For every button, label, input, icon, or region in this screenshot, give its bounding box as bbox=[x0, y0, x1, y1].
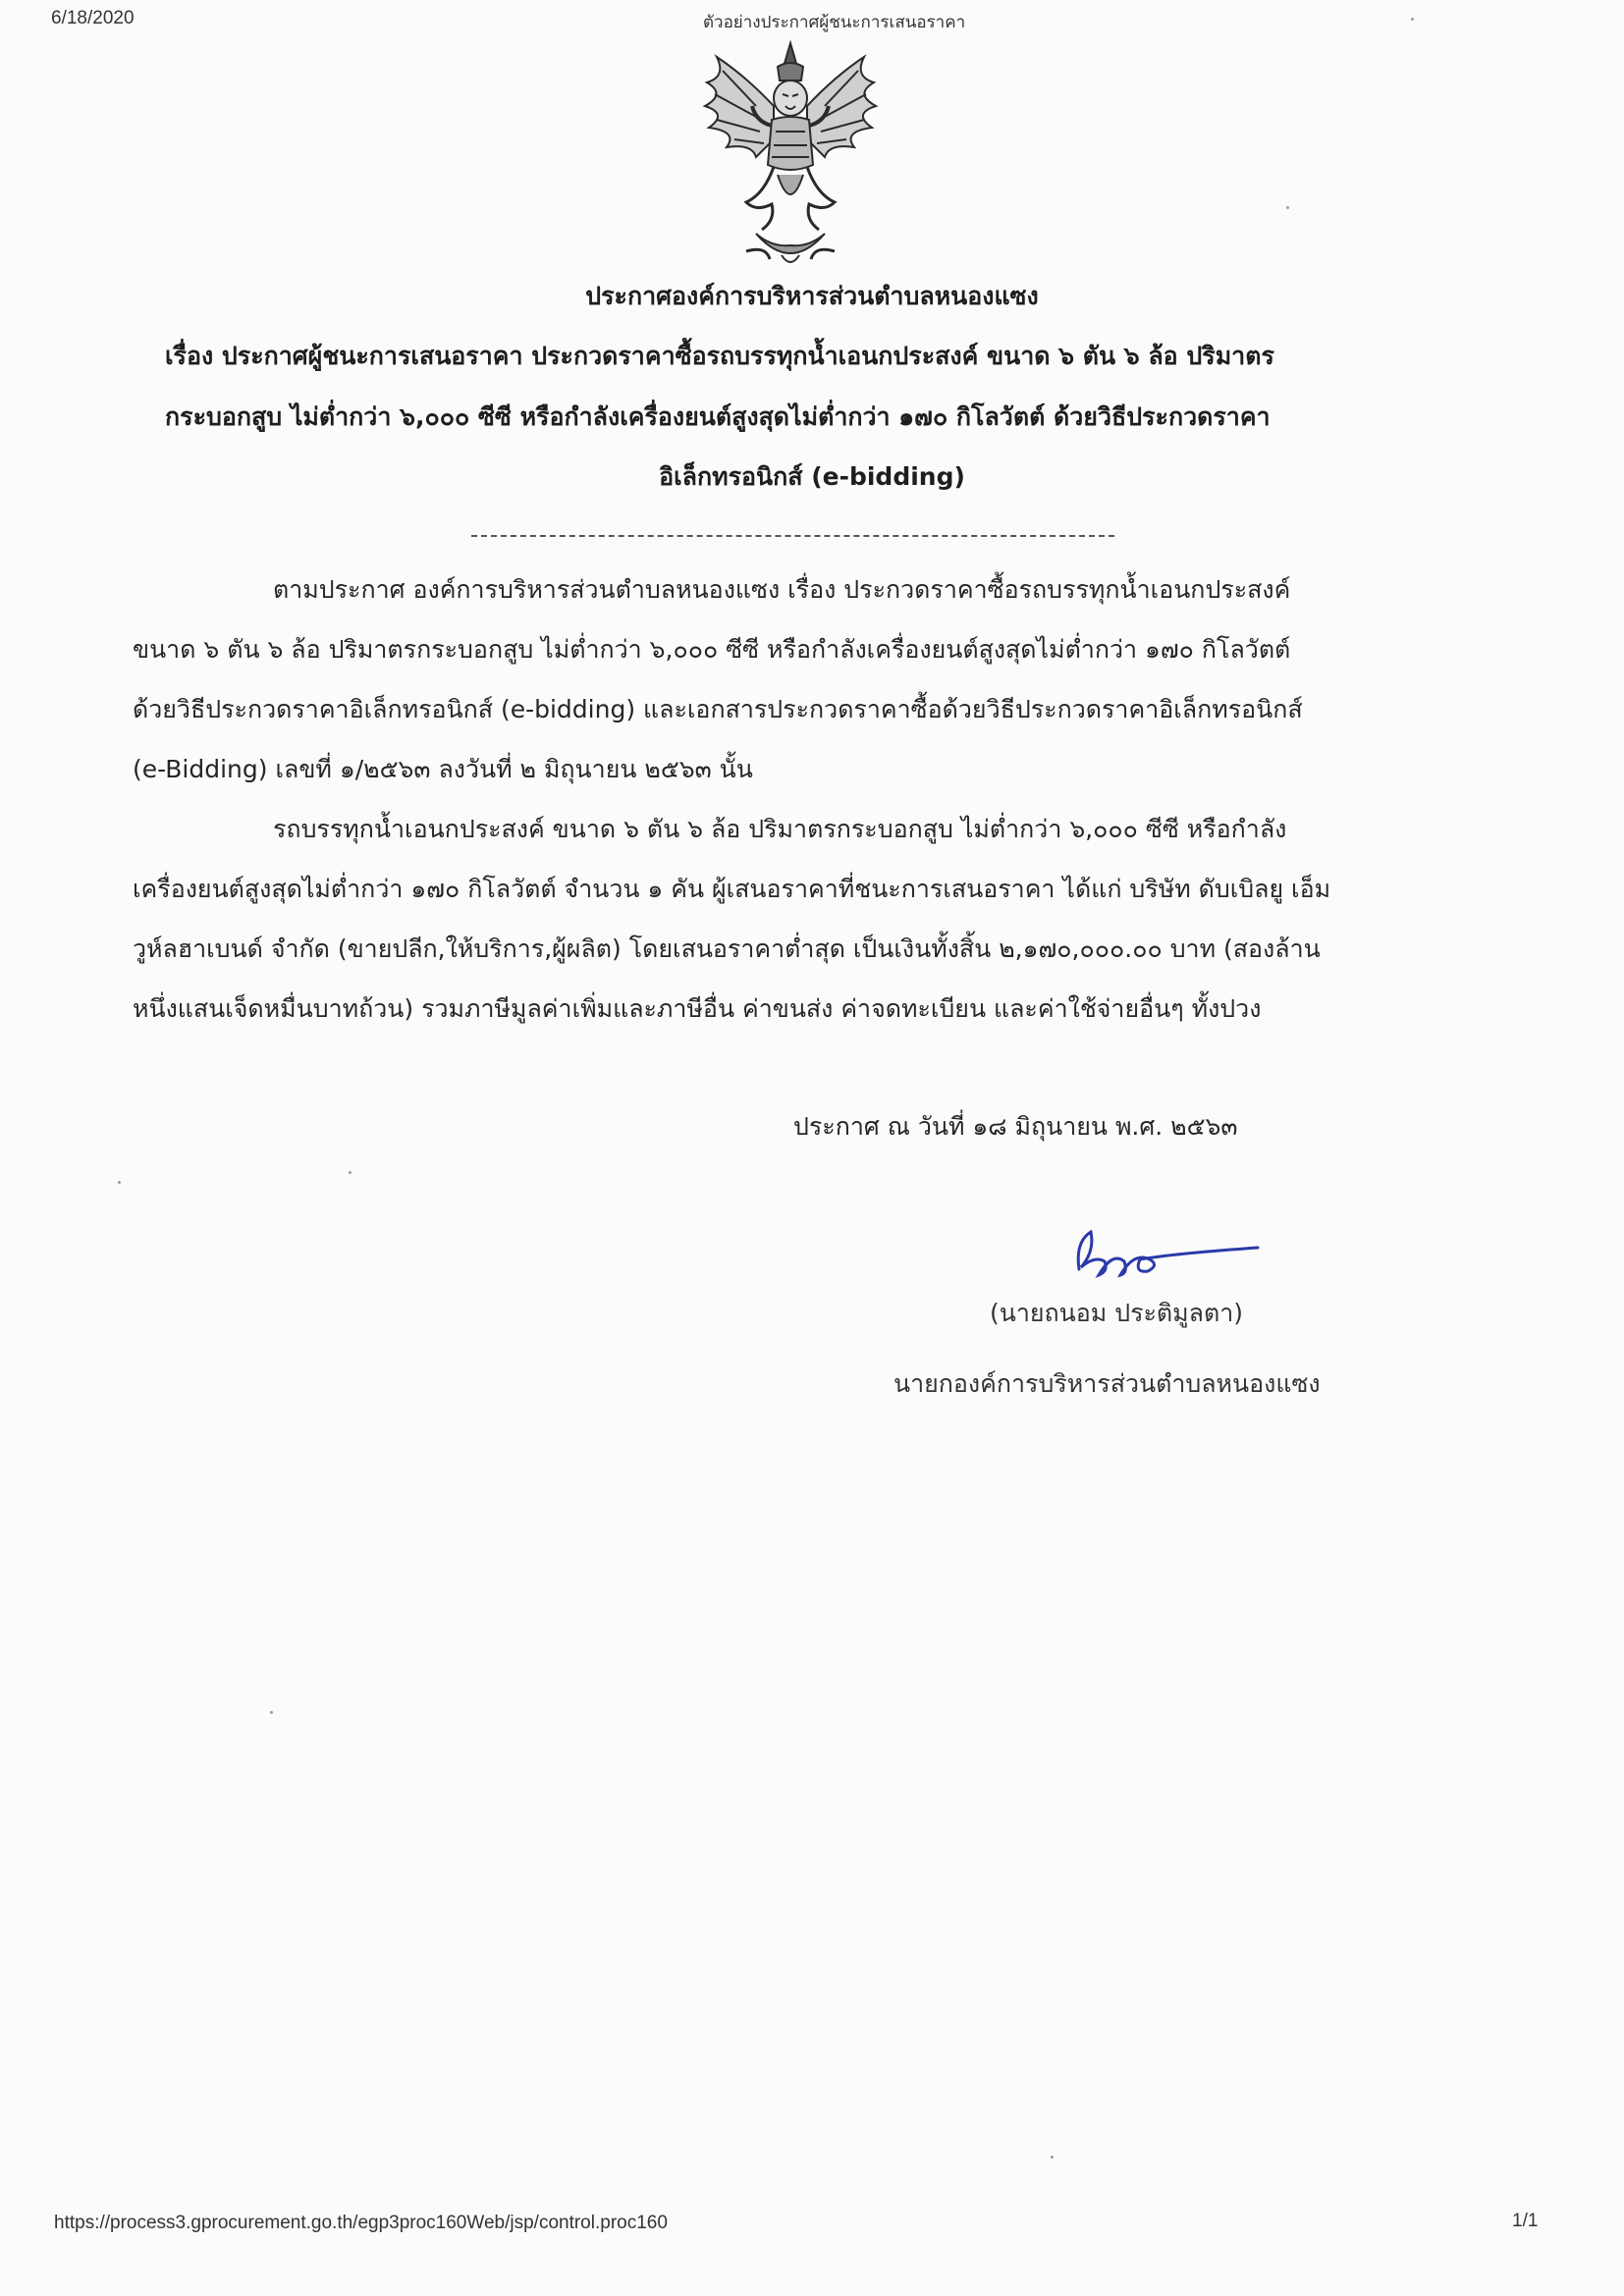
announcement-date: ประกาศ ณ วันที่ ๑๘ มิถุนายน พ.ศ. ๒๕๖๓ bbox=[793, 1112, 1238, 1141]
scan-speck bbox=[1051, 2156, 1054, 2159]
scan-speck bbox=[1286, 206, 1289, 209]
signatory-name: (นายถนอม ประติมูลตา) bbox=[990, 1299, 1243, 1327]
paragraph-1-line-3: ด้วยวิธีประกวดราคาอิเล็กทรอนิกส์ (e-bidding) และเอกสารประกวดราคาซื้อด้วยวิธีประกวดราคาอิเล็กทรอนิกส์ bbox=[133, 695, 1303, 723]
paragraph-1-line-4: (e-Bidding) เลขที่ ๑/๒๕๖๓ ลงวันที่ ๒ มิถุนายน ๒๕๖๓ นั้น bbox=[133, 755, 753, 783]
paragraph-1-line-1: ตามประกาศ องค์การบริหารส่วนตำบลหนองแซง เรื่อง ประกวดราคาซื้อรถบรรทุกน้ำเอนกประสงค์ bbox=[273, 575, 1291, 604]
signatory-position: นายกองค์การบริหารส่วนตำบลหนองแซง bbox=[893, 1369, 1321, 1398]
print-doc-title: ตัวอย่างประกาศผู้ชนะการเสนอราคา bbox=[703, 13, 966, 32]
paragraph-2-line-4: หนึ่งแสนเจ็ดหมื่นบาทถ้วน) รวมภาษีมูลค่าเพิ่มและภาษีอื่น ค่าขนส่ง ค่าจดทะเบียน และค่าใช้จ่ายอื่นๆ ทั้งปวง bbox=[133, 994, 1262, 1023]
signature-icon bbox=[1065, 1222, 1262, 1291]
print-date: 6/18/2020 bbox=[51, 8, 135, 28]
paragraph-1-line-2: ขนาด ๖ ตัน ๖ ล้อ ปริมาตรกระบอกสูบ ไม่ต่ำกว่า ๖,๐๐๐ ซีซี หรือกำลังเครื่องยนต์สูงสุดไม่ต่ำกว่า ๑๗๐ กิโลวัตต์ bbox=[133, 635, 1291, 664]
scan-speck bbox=[1411, 18, 1414, 21]
garuda-emblem-icon bbox=[687, 37, 893, 283]
subject-line-1: เรื่อง ประกาศผู้ชนะการเสนอราคา ประกวดราคาซื้อรถบรรทุกน้ำเอนกประสงค์ ขนาด ๖ ตัน ๖ ล้อ ปริมาตร bbox=[165, 342, 1274, 370]
subject-line-3: อิเล็กทรอนิกส์ (e-bidding) bbox=[659, 462, 965, 491]
print-page-number: 1/1 bbox=[1512, 2211, 1539, 2231]
subject-line-2: กระบอกสูบ ไม่ต่ำกว่า ๖,๐๐๐ ซีซี หรือกำลังเครื่องยนต์สูงสุดไม่ต่ำกว่า ๑๗๐ กิโลวัตต์ ด้วยวิธีประกวดราคา bbox=[165, 402, 1271, 431]
organization-title: ประกาศองค์การบริหารส่วนตำบลหนองแซง bbox=[585, 282, 1039, 310]
scan-speck bbox=[118, 1181, 121, 1184]
title-separator bbox=[471, 535, 1114, 537]
paragraph-2-line-2: เครื่องยนต์สูงสุดไม่ต่ำกว่า ๑๗๐ กิโลวัตต์ จำนวน ๑ คัน ผู้เสนอราคาที่ชนะการเสนอราคา ได้แก่ บริษัท ดับเบิลยู เอ็ม bbox=[133, 875, 1331, 903]
paragraph-2-line-1: รถบรรทุกน้ำเอนกประสงค์ ขนาด ๖ ตัน ๖ ล้อ ปริมาตรกระบอกสูบ ไม่ต่ำกว่า ๖,๐๐๐ ซีซี หรือกำลัง bbox=[273, 815, 1287, 843]
scan-speck bbox=[349, 1171, 352, 1174]
print-url: https://process3.gprocurement.go.th/egp3proc160Web/jsp/control.proc160 bbox=[54, 2213, 668, 2233]
scan-speck bbox=[270, 1711, 273, 1714]
paragraph-2-line-3: วูห์ลฮาเบนด์ จำกัด (ขายปลีก,ให้บริการ,ผู้ผลิต) โดยเสนอราคาต่ำสุด เป็นเงินทั้งสิ้น ๒,๑๗๐,๐๐๐.๐๐ บาท (สองล้าน bbox=[133, 934, 1321, 963]
